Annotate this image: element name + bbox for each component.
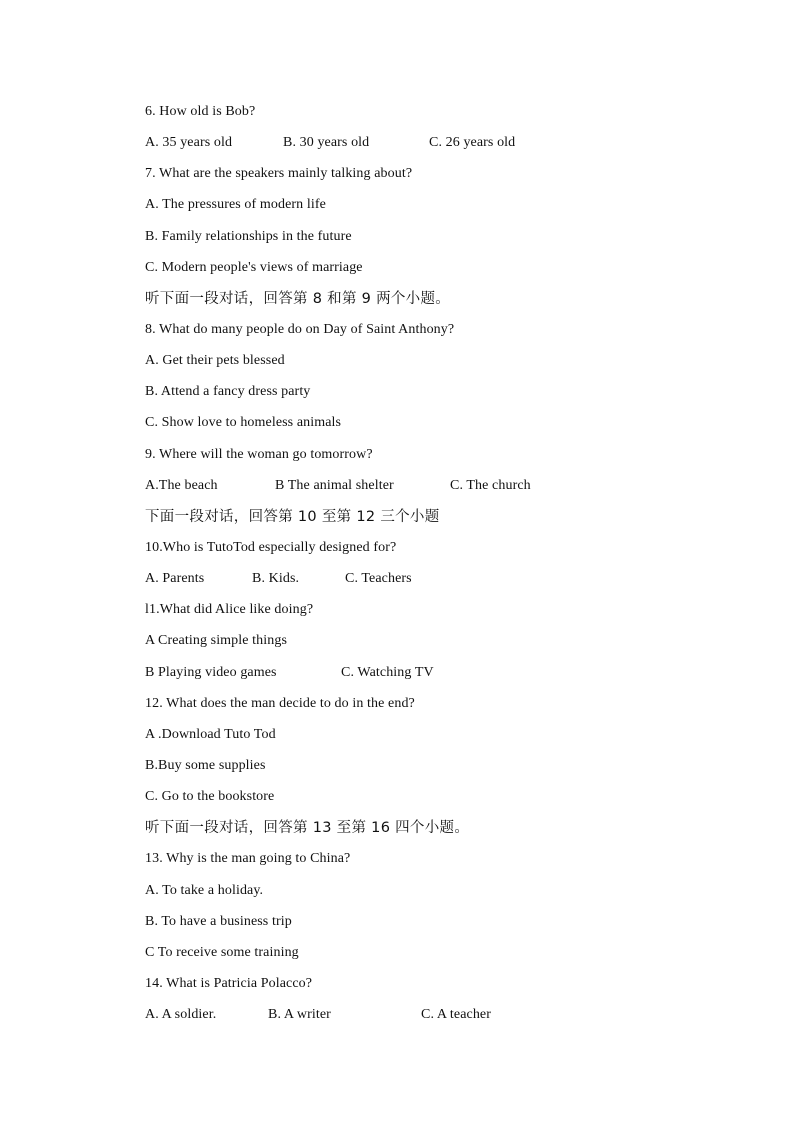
question-line: A .Download Tuto Tod <box>145 726 276 742</box>
answer-option: C. Watching TV <box>341 664 434 680</box>
answer-options <box>145 568 745 599</box>
question-line: C. Modern people's views of marriage <box>145 259 363 275</box>
question-line: C To receive some training <box>145 944 299 960</box>
answer-option: B Playing video games <box>145 664 277 680</box>
question-line: C. Show love to homeless animals <box>145 415 342 431</box>
answer-option: B. Kids. <box>252 571 300 587</box>
question-line: B. Family relationships in the future <box>145 228 352 244</box>
section-instruction: 下面一段对话，回答第 10 至第 12 三个小题 <box>145 508 440 525</box>
question-line: B.Buy some supplies <box>145 757 266 773</box>
answer-options <box>145 1004 745 1035</box>
answer-option: B The animal shelter <box>275 477 394 493</box>
question-line: 9. Where will the woman go tomorrow? <box>145 446 373 462</box>
answer-option: C. 26 years old <box>429 135 516 151</box>
answer-option: A. A soldier. <box>145 1007 217 1023</box>
question-line: 8. What do many people do on Day of Saint Anthony? <box>145 321 455 337</box>
answer-option: B. 30 years old <box>283 135 370 151</box>
answer-option: B. A writer <box>268 1007 331 1023</box>
answer-option: C. The church <box>450 477 531 493</box>
question-line: 10.Who is TutoTod especially designed for? <box>145 539 397 555</box>
answer-option: C. A teacher <box>421 1007 492 1023</box>
answer-option: A.The beach <box>145 477 218 493</box>
answer-options <box>145 475 745 506</box>
question-line: A. To take a holiday. <box>145 882 264 898</box>
answer-options <box>145 662 745 693</box>
section-instruction: 听下面一段对话，回答第 13 至第 16 四个小题。 <box>145 820 470 837</box>
question-line: l1.What did Alice like doing? <box>145 602 314 618</box>
question-line: A. The pressures of modern life <box>145 197 326 213</box>
question-line: A. Get their pets blessed <box>145 353 285 369</box>
section-instruction: 听下面一段对话，回答第 8 和第 9 两个小题。 <box>145 290 451 307</box>
question-line: B. To have a business trip <box>145 913 292 929</box>
question-line: B. Attend a fancy dress party <box>145 384 311 400</box>
question-line: 6. How old is Bob? <box>145 104 256 119</box>
question-line: 7. What are the speakers mainly talking about? <box>145 166 413 182</box>
answer-options <box>145 132 745 163</box>
question-line: C. Go to the bookstore <box>145 789 275 805</box>
answer-option: C. Teachers <box>345 571 412 587</box>
answer-option: A. 35 years old <box>145 135 233 151</box>
question-line: 12. What does the man decide to do in the end? <box>145 695 415 711</box>
question-line: 14. What is Patricia Polacco? <box>145 975 313 991</box>
question-line: A Creating simple things <box>145 633 288 649</box>
answer-option: A. Parents <box>145 571 205 587</box>
question-line: 13. Why is the man going to China? <box>145 851 351 867</box>
listening-questions <box>145 101 745 1035</box>
